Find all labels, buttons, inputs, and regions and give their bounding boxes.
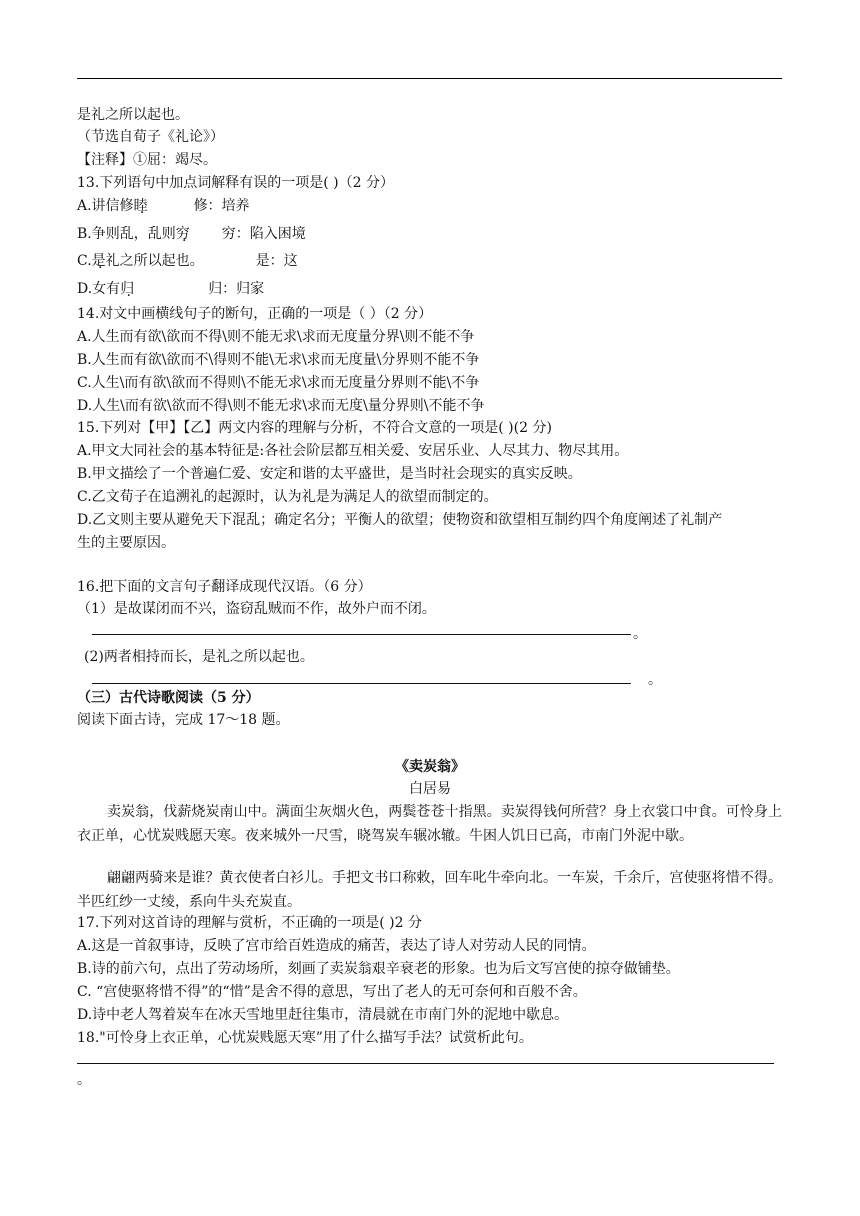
poem-paragraph-2: 翩翩两骑来是谁？黄衣使者白衫儿。手把文书口称敕，回车叱牛牵向北。一车炭，千余斤，宫使驱将惜不得。半匹红纱一丈绫，系向牛头充炭直。	[77, 870, 782, 910]
q16-answer-line-2	[92, 683, 631, 684]
header-rule	[77, 78, 782, 79]
q13a-dotted-word: 睦	[133, 198, 148, 214]
q17-option-d: D.诗中老人驾着炭车在冰天雪地里赶往集市，清晨就在市南门外的泥地中歇息。	[77, 1007, 569, 1023]
question-17: 17.下列对这首诗的理解与赏析，不正确的一项是( )2 分	[77, 915, 422, 931]
q16-answer-2-period: 。	[648, 672, 662, 688]
question-18: 18."可怜身上衣正单，心忧炭贱愿天寒”用了什么描写手法？试赏析此句。	[77, 1030, 533, 1046]
passage-last-line: 是礼之所以起也。	[77, 107, 189, 123]
q14-option-b: B.人生而有欲\欲而不\得则不能\无求\求而无度量\分界则不能不争	[77, 352, 480, 368]
q15-option-d-line1: D.乙文则主要从避免天下混乱；确定名分；平衡人的欲望；使物资和欲望相互制约四个角度阐述了礼制产	[77, 512, 723, 528]
q13d-text: D.女有	[77, 281, 121, 297]
q18-answer-line	[77, 1063, 774, 1064]
annotation: 【注释】①屈：竭尽。	[77, 152, 217, 168]
source-note: （节选自荀子《礼论》）	[77, 129, 224, 145]
poem-title: 《卖炭翁》	[395, 759, 465, 775]
q15-option-b: B.甲文描绘了一个普遍仁爱、安定和谐的太平盛世，是当时社会现实的真实反映。	[77, 466, 582, 482]
q13b-text: B.争则乱，乱则	[77, 226, 176, 242]
section-3-heading: （三）古代诗歌阅读（5 分）	[77, 690, 260, 706]
q13b-gloss: 穷：陷入困境	[221, 226, 306, 242]
q14-option-d: D.人生\而有欲\欲而不得\则不能无求\求而无度\量分界则\不能不争	[77, 398, 485, 414]
q13d-gloss: 归：归家	[208, 281, 265, 297]
q13c-prefix: C.	[77, 253, 92, 269]
question-14: 14.对文中画横线句子的断句，正确的一项是（ ）（2 分）	[77, 306, 433, 322]
q17-option-a: A.这是一首叙事诗，反映了宫市给百姓造成的痛苦，表达了诗人对劳动人民的同情。	[77, 938, 596, 954]
q18-end-period: 。	[77, 1072, 91, 1088]
section-3-intro: 阅读下面古诗，完成 17～18 题。	[77, 712, 290, 728]
q14-option-a: A.人生而有欲\欲而不得\则不能无求\求而无度量分界\则不能不争	[77, 329, 475, 345]
q13-option-b	[77, 224, 306, 244]
q15-option-d-line2: 生的主要原因。	[77, 535, 175, 551]
q16-answer-line-1	[92, 634, 631, 635]
q14-option-c: C.人生\而有欲\欲而不得则\不能无求\求而无度量分界则不能\不争	[77, 375, 480, 391]
q15-option-c: C.乙文荀子在追溯礼的起源时，认为礼是为满足人的欲望而制定的。	[77, 489, 498, 505]
q15-option-a: A.甲文大同社会的基本特征是:各社会阶层都互相关爱、安居乐业、人尽其力、物尽其用。	[77, 443, 629, 459]
question-16: 16.把下面的文言句子翻译成现代汉语。（6 分）	[77, 579, 372, 595]
q17-option-b: B.诗的前六句，点出了劳动场所，刻画了卖炭翁艰辛衰老的形象。也为后文写宫使的掠夺做铺垫。	[77, 961, 680, 977]
question-13: 13.下列语句中加点词解释有误的一项是( )（2 分）	[77, 175, 394, 191]
q16-sentence-1: （1）是故谋闭而不兴，盗窃乱贼而不作，故外户而不闭。	[77, 601, 436, 617]
q17-option-c: C. “宫使驱将惜不得”的“惜”是舍不得的意思，写出了老人的无可奈何和百般不舍。	[77, 984, 587, 1000]
q13-option-c	[77, 251, 298, 271]
q16-answer-1-period: 。	[633, 626, 647, 642]
poem-author: 白居易	[409, 781, 451, 797]
q13c-gloss: 是：这	[255, 253, 298, 269]
question-15: 15.下列对【甲】【乙】两文内容的理解与分析，不符合文意的一项是( )(2 分)	[77, 420, 552, 436]
q13b-dotted-word: 穷	[175, 226, 190, 242]
q13-option-d	[77, 279, 264, 299]
q13c-dotted-word: 是	[91, 253, 106, 269]
q13-option-a	[77, 196, 250, 216]
q13a-gloss: 修：培养	[193, 198, 250, 214]
q13d-dotted-word: 归	[120, 281, 135, 297]
q13c-text: 礼之所以起也。	[105, 253, 204, 269]
poem-paragraph-1: 卖炭翁，伐薪烧炭南山中。满面尘灰烟火色，两鬓苍苍十指黑。卖炭得钱何所营？身上衣裳口中食。可怜身上衣正单，心忧炭贱愿天寒。夜来城外一尺雪，晓驾炭车辗冰辙。牛困人饥日已高，市南门外泥中歇。	[77, 804, 782, 844]
q16-sentence-2: (2)两者相持而长，是礼之所以起也。	[84, 649, 314, 665]
q13a-text: A.讲信修	[77, 198, 134, 214]
